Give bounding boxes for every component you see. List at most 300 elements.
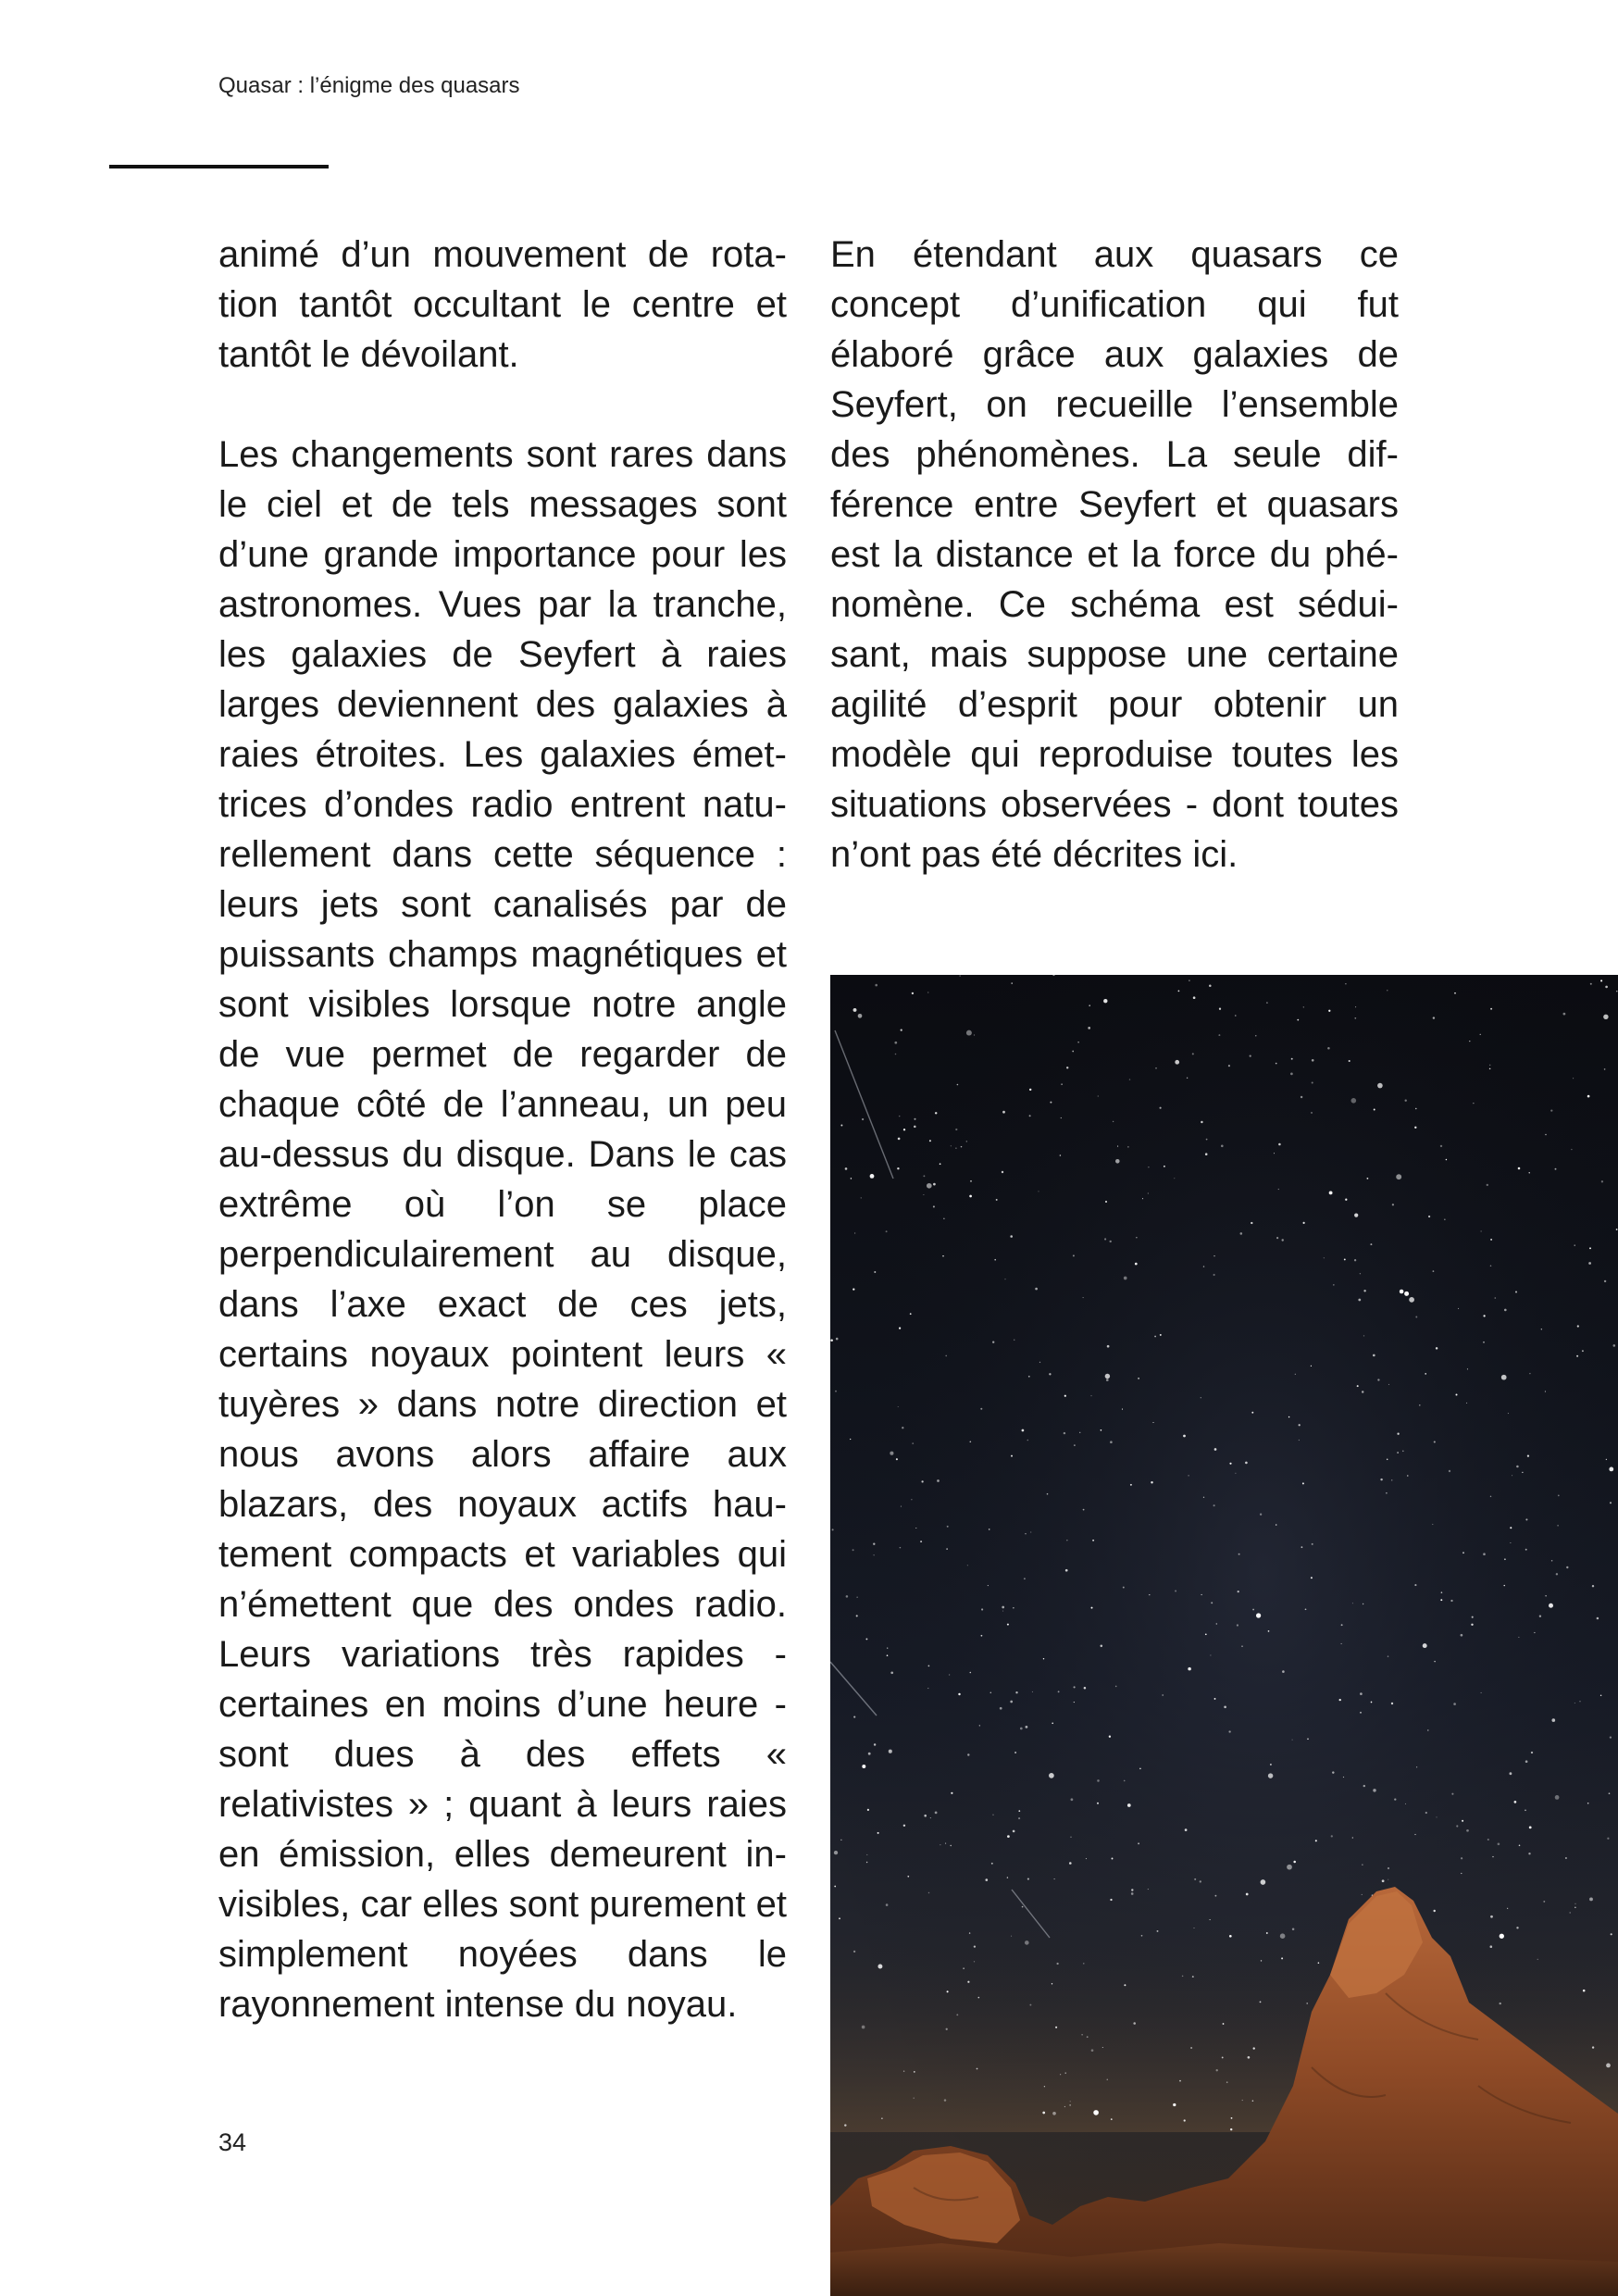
right-text-column (830, 230, 1399, 880)
star (875, 984, 877, 987)
star (1529, 1373, 1530, 1374)
star (942, 1255, 943, 1256)
star (1363, 1785, 1365, 1787)
star (1537, 1959, 1538, 1960)
running-header: Quasar : l’énigme des quasars (218, 73, 520, 98)
star (898, 1138, 901, 1141)
star (920, 1541, 922, 1542)
star (874, 1554, 875, 1555)
star (853, 1288, 854, 1290)
star (856, 1615, 858, 1616)
star (850, 1439, 851, 1440)
star (861, 1197, 862, 1198)
star (1111, 2118, 1113, 2120)
star (1148, 1192, 1149, 1193)
star (1246, 1893, 1249, 1896)
star (1597, 1617, 1599, 1620)
star (1261, 1879, 1266, 1885)
star (1551, 1560, 1553, 1562)
star (1519, 1845, 1521, 1847)
star (1203, 1497, 1204, 1498)
star (1362, 1391, 1363, 1392)
star (1352, 1837, 1353, 1838)
star (1331, 1835, 1333, 1837)
star (1054, 1878, 1055, 1879)
star (865, 1638, 867, 1640)
star (1064, 1395, 1066, 1397)
star (1110, 1899, 1112, 1901)
star (1397, 1452, 1399, 1454)
star (992, 1341, 994, 1343)
star (1510, 1527, 1512, 1529)
star (1209, 984, 1212, 987)
star (1574, 1903, 1575, 1904)
star (933, 1183, 936, 1186)
star (1501, 1375, 1507, 1380)
star (1238, 1554, 1240, 1555)
star (866, 1862, 867, 1863)
star (851, 1178, 853, 1179)
star (991, 1863, 993, 1865)
star (853, 1716, 855, 1718)
star (895, 1054, 897, 1055)
star (1469, 1041, 1470, 1042)
star (933, 1205, 935, 1207)
star (1416, 1766, 1417, 1767)
star (834, 1886, 836, 1888)
star (1103, 999, 1107, 1003)
star (1049, 1773, 1054, 1778)
star (1109, 1736, 1111, 1738)
star (1002, 1611, 1003, 1612)
star (1011, 1455, 1013, 1457)
star (1060, 2074, 1061, 2075)
star (1252, 2100, 1254, 2102)
star (974, 1961, 975, 1962)
paragraph: animé d’un mouvement de rotation tantôt occultant le centre et tantôt le dévoilant. (218, 234, 787, 375)
night-sky-photo-illustration (830, 975, 1618, 2296)
star (923, 1194, 924, 1195)
star (1373, 1354, 1375, 1357)
star (1606, 1459, 1607, 1460)
star (1148, 1889, 1149, 1890)
star (1266, 1932, 1268, 1934)
star (1616, 1229, 1618, 1230)
star (1481, 1230, 1482, 1231)
star (1193, 996, 1196, 999)
star (1282, 1670, 1285, 1673)
star (1487, 1839, 1489, 1841)
star (1061, 1083, 1062, 1084)
star (1434, 1441, 1436, 1442)
star (1355, 1006, 1356, 1007)
star (886, 1230, 888, 1232)
star (1576, 1355, 1578, 1357)
star (1097, 1803, 1099, 1804)
star (854, 1233, 855, 1234)
star (1402, 1451, 1404, 1453)
star (1065, 1569, 1068, 1572)
star (1483, 1315, 1485, 1316)
star (1589, 1247, 1591, 1249)
star (846, 1595, 849, 1598)
star (1032, 1691, 1033, 1692)
star (1228, 1730, 1230, 1732)
star (1419, 1404, 1420, 1405)
star (943, 1218, 944, 1219)
star (1027, 1878, 1029, 1880)
star (947, 1990, 949, 1992)
star (1466, 1829, 1469, 1832)
star (1518, 1637, 1519, 1638)
star (1433, 1270, 1435, 1272)
star (951, 1792, 952, 1794)
star (1084, 1687, 1087, 1690)
star (1604, 1068, 1606, 1070)
star (1363, 1290, 1365, 1292)
star (910, 1313, 912, 1315)
star (1124, 1277, 1127, 1280)
star (889, 1750, 892, 1753)
star (1404, 1292, 1409, 1296)
star (1109, 1241, 1111, 1242)
star (1392, 1204, 1394, 1205)
star (1214, 1448, 1217, 1451)
star (1013, 1830, 1015, 1833)
star (1069, 1862, 1072, 1865)
star (1050, 1102, 1052, 1104)
star (1256, 1613, 1261, 1617)
star (1388, 1867, 1389, 1869)
star (1311, 1577, 1313, 1578)
star (955, 1129, 957, 1130)
star (1607, 1838, 1609, 1840)
star (1035, 1288, 1038, 1291)
star (1184, 2119, 1186, 2121)
star (858, 1014, 863, 1018)
star (1522, 1472, 1523, 1473)
star (979, 1725, 980, 1726)
star (1489, 1068, 1491, 1070)
star (1091, 1607, 1093, 1609)
star (1164, 1166, 1165, 1167)
star (1052, 2112, 1056, 2115)
star (1214, 1504, 1215, 1506)
star (1616, 991, 1617, 992)
star (1490, 1945, 1493, 1948)
star (1266, 1002, 1268, 1004)
star (914, 2071, 915, 2073)
star (1124, 1780, 1126, 1782)
star (1056, 1963, 1058, 1965)
star (901, 1506, 902, 1507)
star (1221, 1145, 1224, 1148)
star (1518, 1167, 1521, 1170)
star (1454, 992, 1456, 994)
star (877, 1832, 879, 1834)
star (1011, 982, 1012, 983)
star (1515, 1292, 1517, 1293)
star (1360, 1273, 1361, 1274)
star (1251, 1222, 1252, 1224)
star (1104, 1238, 1106, 1240)
star (874, 1743, 876, 1745)
star (1558, 1495, 1560, 1497)
star (1473, 1103, 1474, 1104)
star (1255, 1035, 1256, 1036)
star (1462, 1820, 1463, 1822)
star (1490, 1008, 1492, 1010)
star (1611, 1933, 1612, 1935)
star (1074, 1444, 1076, 1446)
star (912, 1442, 914, 1444)
star (1210, 1919, 1211, 1920)
star (1066, 1067, 1068, 1068)
star (844, 2124, 846, 2126)
star (1433, 1017, 1435, 1018)
star (1609, 1466, 1613, 1471)
star (1344, 1258, 1346, 1260)
star (946, 1548, 947, 1549)
star (1098, 1095, 1099, 1096)
star (949, 1674, 950, 1675)
star (1010, 1235, 1013, 1238)
star (1007, 1877, 1008, 1878)
star (1200, 1880, 1201, 1882)
star (1138, 1378, 1139, 1379)
star (1124, 1984, 1126, 1986)
star (1324, 1257, 1325, 1258)
star (1388, 1384, 1389, 1385)
star (1574, 1244, 1575, 1245)
star (1318, 1962, 1320, 1964)
star (1587, 1803, 1589, 1804)
star (1590, 983, 1592, 985)
star (969, 1195, 972, 1198)
star (1582, 1350, 1584, 1352)
star (1288, 1416, 1290, 1418)
star (1090, 1395, 1091, 1396)
star (914, 2098, 915, 2099)
star (1026, 1726, 1028, 1728)
star (1574, 1907, 1575, 1908)
star (1391, 1703, 1393, 1704)
star (1028, 1376, 1030, 1378)
star (1029, 1089, 1031, 1091)
star (857, 1597, 858, 1598)
star (1534, 1632, 1535, 1633)
star (1467, 1368, 1468, 1369)
star (1504, 1585, 1505, 1586)
star (955, 1147, 956, 1148)
star (1543, 1901, 1545, 1903)
star (1610, 1736, 1612, 1738)
star (1362, 1894, 1363, 1895)
star (969, 1932, 970, 1933)
star (1525, 1549, 1527, 1551)
star (963, 1967, 964, 1968)
star (992, 1815, 993, 1816)
star (1343, 1777, 1344, 1778)
star (927, 1183, 932, 1189)
star (1112, 1858, 1114, 1860)
star (1091, 2049, 1094, 2052)
star (1514, 1801, 1517, 1803)
star (1081, 2034, 1083, 2036)
star (1162, 1694, 1164, 1696)
star (1362, 1864, 1363, 1865)
star (1224, 1705, 1226, 1708)
star (1152, 1422, 1153, 1423)
star (967, 1753, 969, 1755)
star (1360, 1692, 1363, 1695)
star (1235, 1473, 1236, 1474)
star (1354, 1017, 1356, 1019)
star (1462, 1552, 1464, 1554)
star (951, 1145, 952, 1146)
star (1260, 1514, 1262, 1516)
star (1354, 1259, 1356, 1261)
star (924, 1815, 927, 1817)
star (1030, 1531, 1031, 1532)
star (1339, 1699, 1341, 1701)
star (1130, 1484, 1132, 1486)
star (1250, 1055, 1251, 1057)
star (915, 1528, 916, 1529)
star (1483, 1341, 1485, 1343)
star (1070, 1837, 1071, 1838)
star (1458, 1308, 1459, 1309)
header-rule (109, 165, 329, 168)
star (1014, 1752, 1016, 1753)
star (1293, 1861, 1296, 1864)
star (1461, 1857, 1462, 1859)
star (912, 992, 914, 994)
star (1127, 1146, 1128, 1147)
star (903, 1825, 905, 1827)
star (1589, 1897, 1593, 1901)
star (1160, 1334, 1162, 1336)
star (1060, 1154, 1062, 1156)
star (1487, 1184, 1488, 1186)
star (1107, 2079, 1108, 2080)
star (1182, 1976, 1184, 1978)
star (1549, 1603, 1553, 1608)
star (989, 1529, 990, 1530)
star (945, 1843, 946, 1844)
star (1245, 1462, 1248, 1465)
star (944, 2099, 946, 2101)
star (1173, 2103, 1176, 2106)
star (945, 1355, 947, 1357)
star (1301, 1546, 1303, 1548)
star (1047, 1493, 1049, 1495)
star (1223, 2023, 1225, 2025)
star (1600, 1695, 1601, 1696)
star (923, 1175, 925, 1177)
star (1492, 1856, 1493, 1857)
star (1135, 1263, 1138, 1266)
star (1226, 2081, 1228, 2083)
star (1423, 1643, 1427, 1648)
star (1013, 1607, 1014, 1608)
star (1354, 1213, 1358, 1217)
star (1507, 1908, 1508, 1909)
star (970, 1672, 972, 1674)
star (1312, 1081, 1313, 1083)
star (1029, 2004, 1031, 2006)
star (1064, 2106, 1065, 2107)
paragraph: Les changements sont rares dans le ciel et de tels messages sont d’une grande importance pour les astronomes. Vues par la tranche, les galaxies de Seyfert à raies larges deviennent des galaxies à raies étroites. Les galaxies émettrices d’ondes radio entrent naturellement dans cette séquence : leurs jets sont canalisés par de puissants champs magnétiques et sont visibles lorsque notre angle de vue permet de regarder de chaque côté de l’anneau, un peu au-dessus du disque. Dans le cas extrême où l’on se place perpendiculairement au disque, dans l’axe exact de ces jets, certains noyaux pointent leurs « tuyères » dans notre direction et nous avons alors affaire aux blazars, des noyaux actifs hautement compacts et variables qui n’émettent que des ondes radio. Leurs variations très rapides - certaines en moins d’une heure - sont dues à des effets « relativistes » ; quant à leurs raies en émission, elles demeurent invisibles, car elles sont purement et simplement noyées dans le rayonnement intense du noyau. (218, 434, 787, 2025)
star (1394, 1798, 1396, 1800)
star (1206, 1139, 1208, 1141)
star (1139, 1768, 1140, 1769)
star (1105, 1374, 1110, 1379)
star (1089, 1004, 1090, 1006)
star (1528, 1853, 1530, 1854)
star (1551, 1718, 1555, 1722)
star (946, 2028, 948, 2030)
star (1380, 1479, 1382, 1480)
star (1214, 1895, 1216, 1897)
star (1011, 1936, 1012, 1937)
star (1494, 1297, 1496, 1299)
star (898, 1406, 899, 1407)
star (1074, 1702, 1075, 1703)
star (1415, 1108, 1416, 1109)
star (1577, 1325, 1579, 1327)
star (867, 1809, 869, 1811)
star (845, 1167, 848, 1170)
star (1481, 1692, 1482, 1693)
star (914, 1126, 916, 1129)
star (1471, 1624, 1473, 1626)
star (1092, 1540, 1094, 1541)
star (1086, 1858, 1087, 1859)
star (1044, 2086, 1045, 2087)
star (1441, 1591, 1443, 1593)
star (868, 1753, 871, 1755)
star (1230, 2128, 1232, 2130)
star (1235, 1015, 1236, 1016)
star (1179, 2080, 1181, 2082)
star (1377, 1379, 1379, 1380)
star (967, 1981, 969, 1983)
star (1451, 1793, 1453, 1795)
star (866, 1854, 867, 1855)
star (935, 1812, 938, 1815)
star (1188, 1475, 1189, 1476)
star (1237, 1624, 1238, 1626)
star (1373, 1789, 1375, 1791)
star (1073, 1254, 1075, 1256)
star (1472, 1616, 1474, 1618)
star (1138, 1842, 1139, 1844)
star (1610, 1502, 1612, 1504)
star (1444, 1219, 1445, 1220)
star (988, 1585, 989, 1586)
star (1449, 1470, 1450, 1472)
star (1113, 1121, 1114, 1122)
star (886, 1903, 889, 1906)
star (1357, 1385, 1359, 1387)
star (1569, 1912, 1570, 1913)
star (937, 1479, 940, 1482)
star (896, 1458, 898, 1460)
star (1604, 1280, 1606, 1282)
star (1229, 1935, 1232, 1938)
star (1052, 1723, 1053, 1725)
